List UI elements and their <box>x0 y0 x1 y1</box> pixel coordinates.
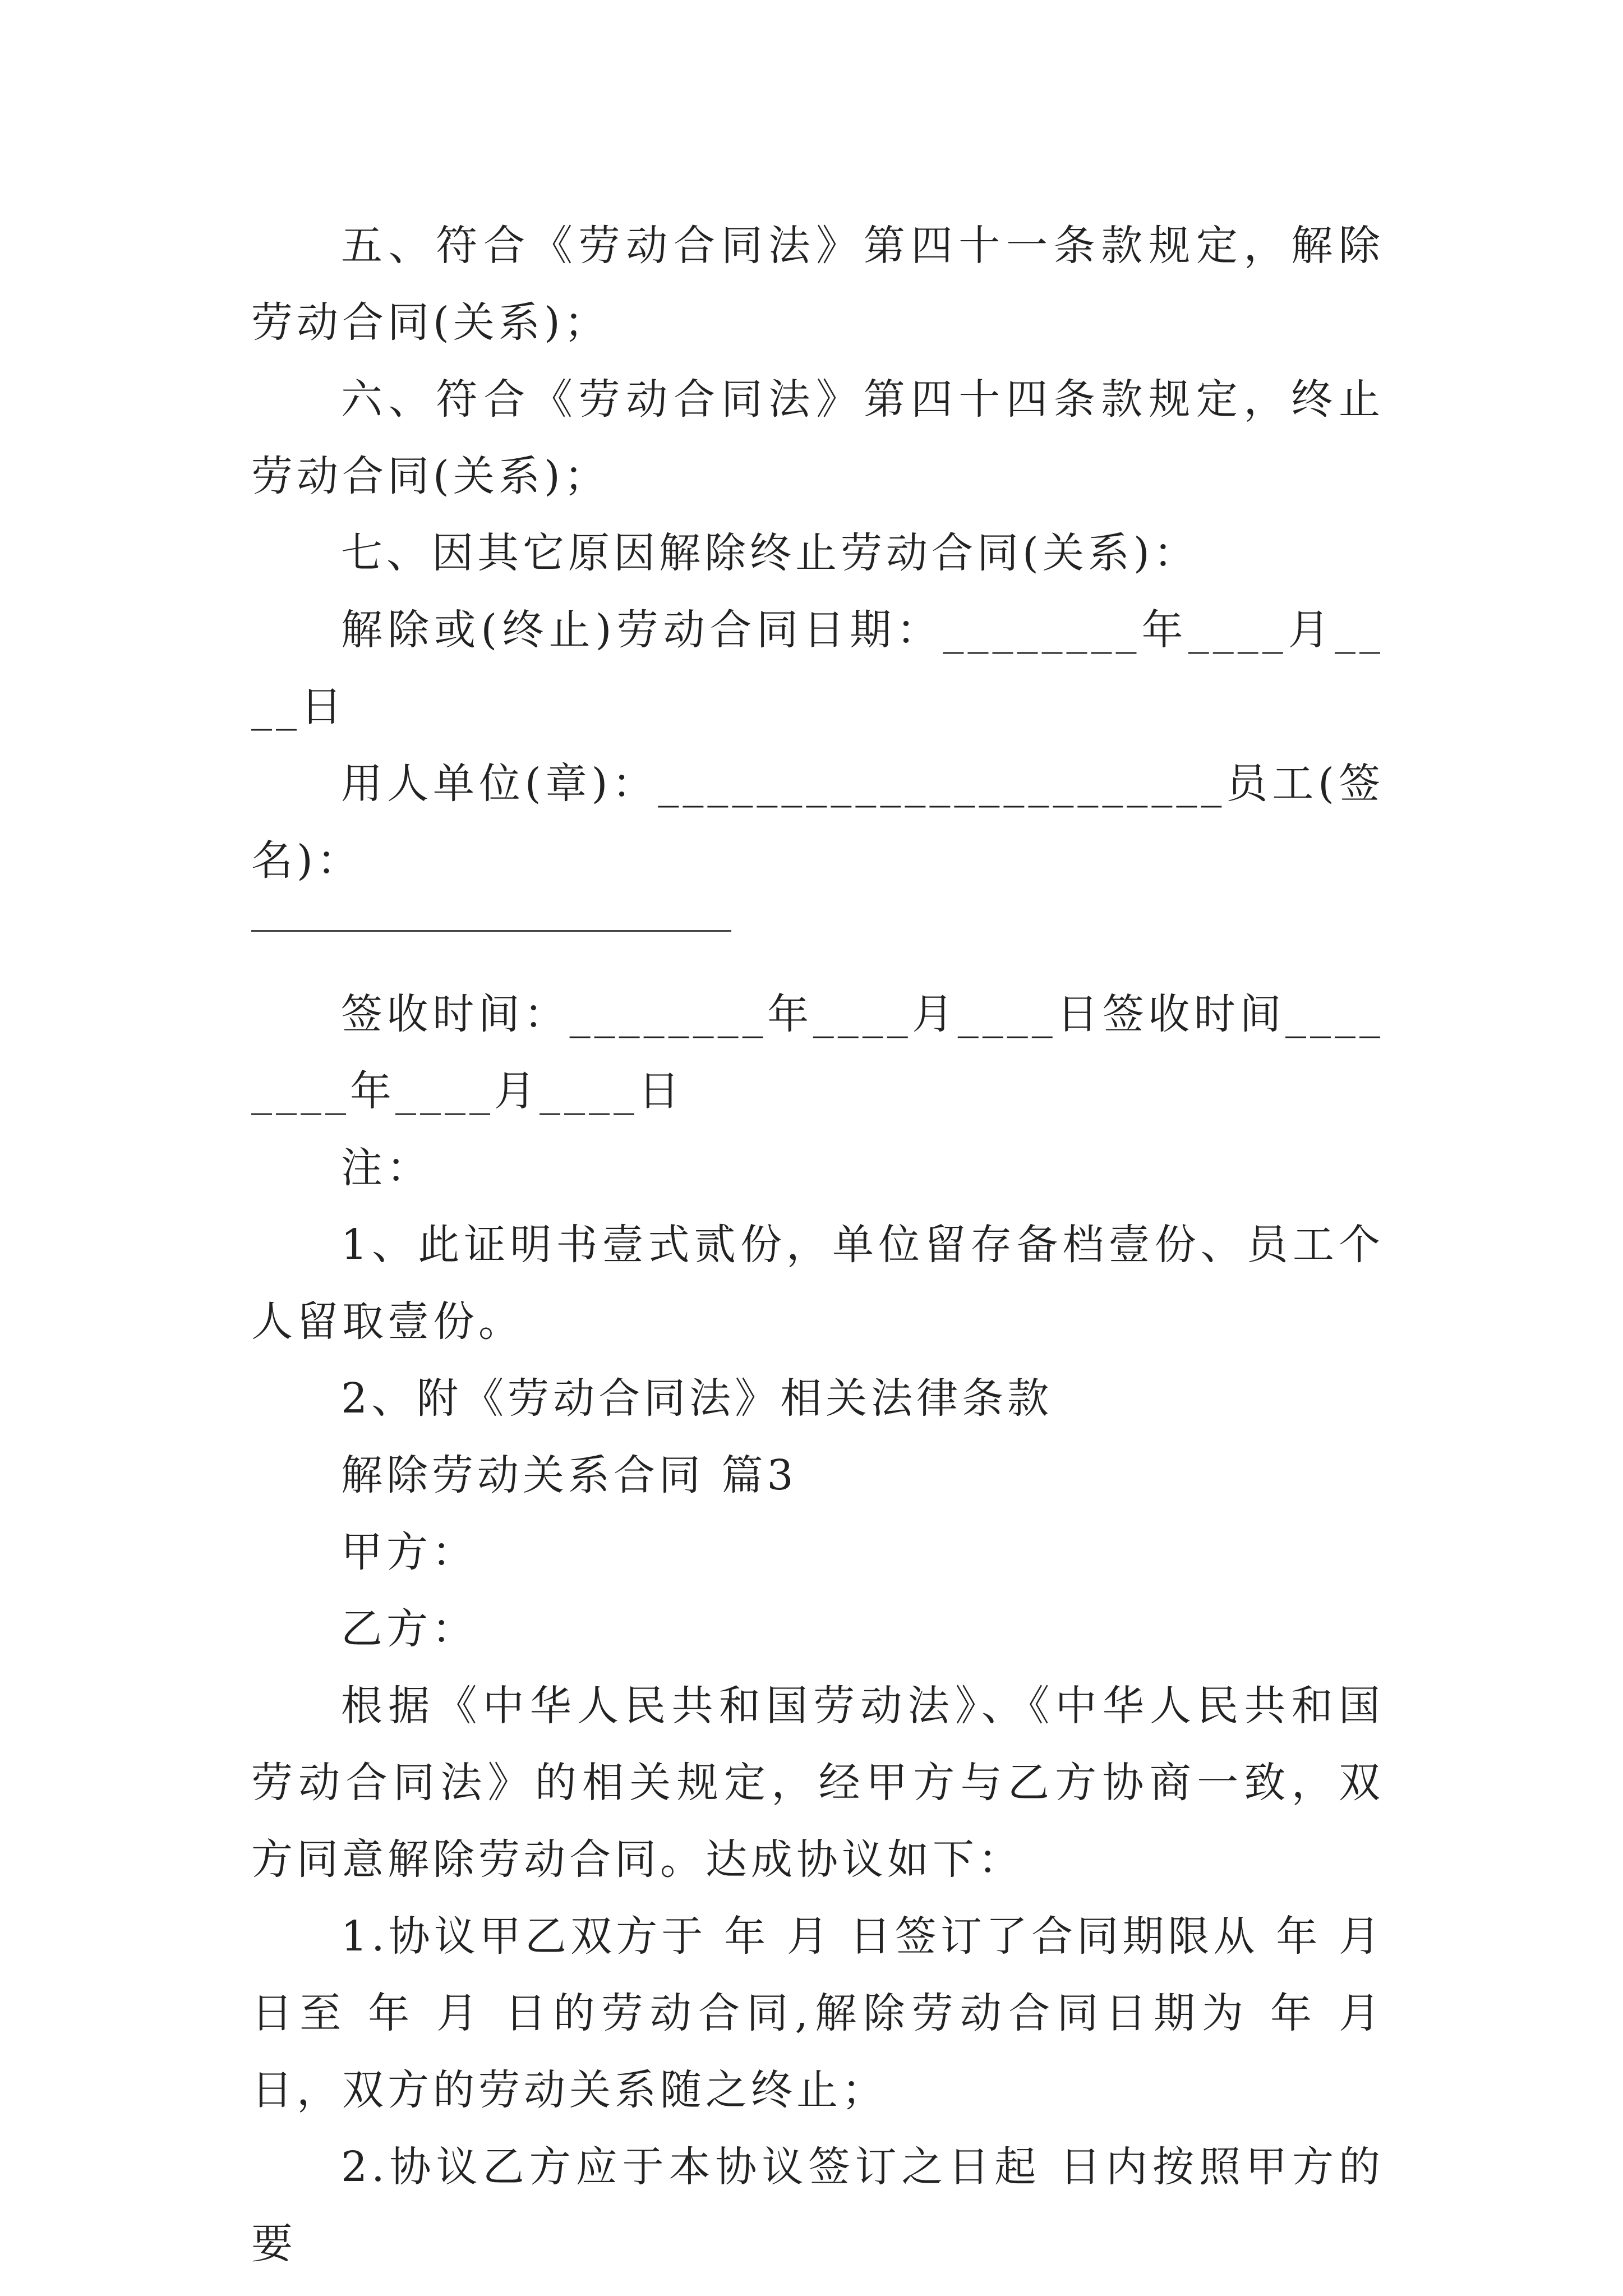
signature-underline <box>251 930 731 932</box>
agreement-item-2: 2.协议乙方应于本协议签订之日起 日内按照甲方的要 <box>251 2143 1384 2268</box>
note-heading: 注： <box>341 1144 432 1192</box>
clause-seven: 七、因其它原因解除终止劳动合同(关系)： <box>341 529 1199 577</box>
party-a: 甲方： <box>341 1528 477 1576</box>
receipt-time-line: 签收时间：________年____月____日签收时间________年____月____日 <box>251 990 1384 1115</box>
note-item-2: 2、附《劳动合同法》相关法律条款 <box>341 1374 1053 1423</box>
clause-six: 六、符合《劳动合同法》第四十四条款规定，终止劳动合同(关系)； <box>251 375 1384 500</box>
section-title: 解除劳动关系合同 篇3 <box>341 1451 797 1499</box>
termination-date-line: 解除或(终止)劳动合同日期：________年____月____日 <box>251 606 1384 731</box>
document-body <box>251 208 1384 2283</box>
party-b: 乙方： <box>341 1605 477 1653</box>
agreement-item-1: 1.协议甲乙双方于 年 月 日签订了合同期限从 年 月 日至 年 月 日的劳动合同,解除劳动合同日期为 年 月 日，双方的劳动关系随之终止； <box>251 1912 1384 2114</box>
signature-blank <box>251 899 1384 976</box>
preamble: 根据《中华人民共和国劳动法》、《中华人民共和国劳动合同法》的相关规定，经甲方与乙方协商一致，双方同意解除劳动合同。达成协议如下： <box>251 1682 1384 1884</box>
note-item-1: 1、此证明书壹式贰份，单位留存备档壹份、员工个人留取壹份。 <box>251 1221 1384 1346</box>
clause-five: 五、符合《劳动合同法》第四十一条款规定，解除劳动合同(关系)； <box>251 222 1384 347</box>
signature-line: 用人单位(章)：_______________________员工(签名)： <box>251 760 1384 885</box>
